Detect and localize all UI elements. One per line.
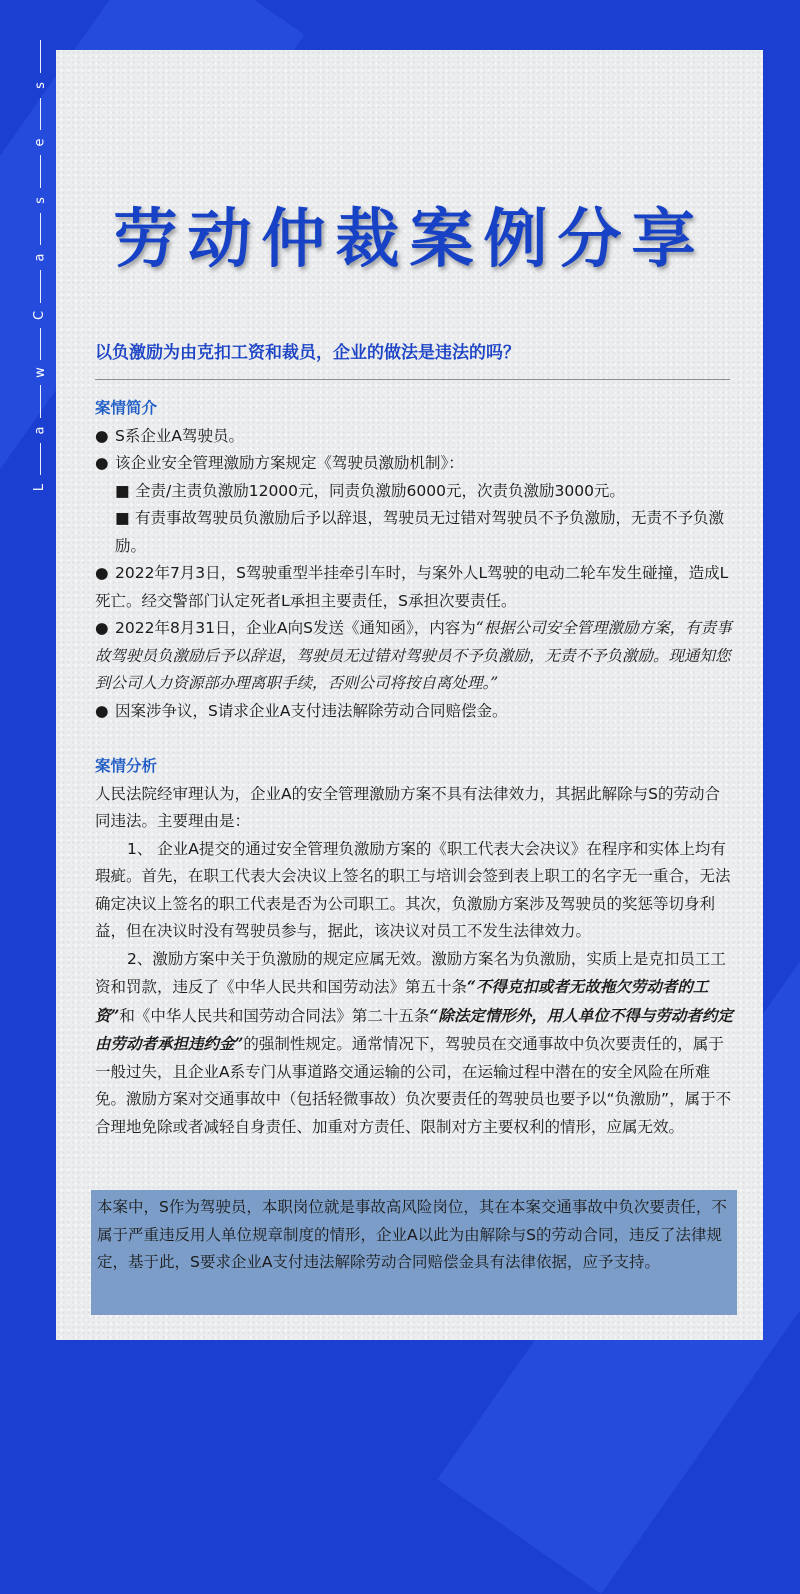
law-quote: “不得克扣或者无故拖欠劳动者的工资”	[95, 977, 709, 1025]
analysis-point-2	[95, 946, 735, 1142]
sub-list-item	[95, 478, 735, 506]
page-title: 劳动仲裁案例分享	[113, 203, 706, 277]
side-letter: a	[32, 253, 48, 262]
article-body	[95, 395, 735, 1141]
section-heading-intro: 案情简介	[95, 399, 158, 417]
sub-list-item	[95, 505, 735, 560]
side-letter-decoration	[28, 40, 52, 500]
list-item	[95, 615, 735, 698]
divider	[40, 270, 41, 303]
bullet-text: 全责/主责负激励12000元，同责负激励6000元，次责负激励3000元。	[135, 481, 625, 500]
list-item	[95, 560, 735, 615]
case-question: 以负激励为由克扣工资和裁员，企业的做法是违法的吗？	[95, 343, 520, 363]
side-letter: w	[32, 367, 48, 378]
bullet-text: 2022年8月31日，企业A向S发送《通知函》，内容为	[115, 619, 476, 637]
notice-quote: “根据公司安全管理激励方案，有责事故驾驶员负激励后予以辞退，驾驶员无过错对驾驶员不予负激励，无责不予负激励。现通知您到公司人力资源部办理离职手续，否则公司将按自离处理。”	[95, 619, 732, 692]
side-letter: e	[32, 138, 48, 147]
side-letter: s	[32, 81, 48, 89]
bullet-text: 有责事故驾驶员负激励后予以辞退，驾驶员无过错对驾驶员不予负激励，无责不予负激励。	[115, 509, 725, 555]
list-item	[95, 450, 735, 478]
bullet-text: 因案涉争议，S请求企业A支付违法解除劳动合同赔偿金。	[115, 701, 508, 720]
side-letter: L	[32, 483, 48, 492]
list-item	[95, 698, 735, 726]
divider	[95, 379, 730, 380]
text: 的强制性规定。通常情况下，驾驶员在交通事故中负次要责任的，属于一般过失，且企业A系专门从事道路交通运输的公司，在运输过程中潜在的安全风险在所难免。激励方案对交通事故中（包括轻微事故）负次要责任的驾驶员也要予以“负激励”，属于不合理地免除或者减轻自身责任、加重对方责任、限制对方主要权利的情形，应属无效。	[95, 1035, 732, 1136]
divider	[40, 213, 41, 246]
section-heading-analysis: 案情分析	[95, 757, 158, 775]
paper-panel	[56, 50, 763, 1340]
divider	[40, 328, 41, 361]
analysis-point-1: 1、 企业A提交的通过安全管理负激励方案的《职工代表大会决议》在程序和实体上均有瑕疵。首先，在职工代表大会决议上签名的职工与培训会签到表上职工的名字无一重合，无法确定决议上签名的职工代表是否为公司职工。其次，负激励方案涉及驾驶员的奖惩等切身利益，但在决议时没有驾驶员参与，据此，该决议对员工不发生法律效力。	[95, 839, 731, 940]
divider	[40, 443, 41, 476]
divider	[40, 385, 41, 418]
side-letter: C	[32, 310, 48, 320]
text: 2、激励方案中关于负激励的规定应属无效。激励方案名为负激励，实质上是克扣员工工资和罚款，违反了《中华人民共和国劳动法》第五十条	[95, 949, 726, 996]
divider	[40, 98, 41, 131]
side-letter: s	[32, 196, 48, 204]
spacer	[95, 725, 735, 753]
bullet-text: S系企业A驾驶员。	[115, 426, 244, 445]
divider	[40, 155, 41, 188]
divider	[40, 40, 41, 73]
bullet-text: 该企业安全管理激励方案规定《驾驶员激励机制》：	[115, 454, 464, 472]
text: 和《中华人民共和国劳动合同法》第二十五条	[119, 1006, 430, 1025]
bullet-text: 2022年7月3日，S驾驶重型半挂牵引车时，与案外人L驾驶的电动二轮车发生碰撞，造成L死亡。经交警部门认定死者L承担主要责任，S承担次要责任。	[95, 564, 729, 610]
side-letter: a	[32, 426, 48, 434]
law-quote: “除法定情形外，用人单位不得与劳动者约定由劳动者承担违约金”	[95, 1005, 733, 1053]
conclusion-box: 本案中，S作为驾驶员，本职岗位就是事故高风险岗位，其在本案交通事故中负次要责任，不属于严重违反用人单位规章制度的情形，企业A以此为由解除与S的劳动合同，违反了法律规定，基于此，S要求企业A支付违法解除劳动合同赔偿金具有法律依据，应予支持。	[91, 1190, 737, 1315]
list-item	[95, 423, 735, 451]
analysis-lead: 人民法院经审理认为，企业A的安全管理激励方案不具有法律效力，其据此解除与S的劳动合同违法。主要理由是：	[95, 784, 720, 830]
